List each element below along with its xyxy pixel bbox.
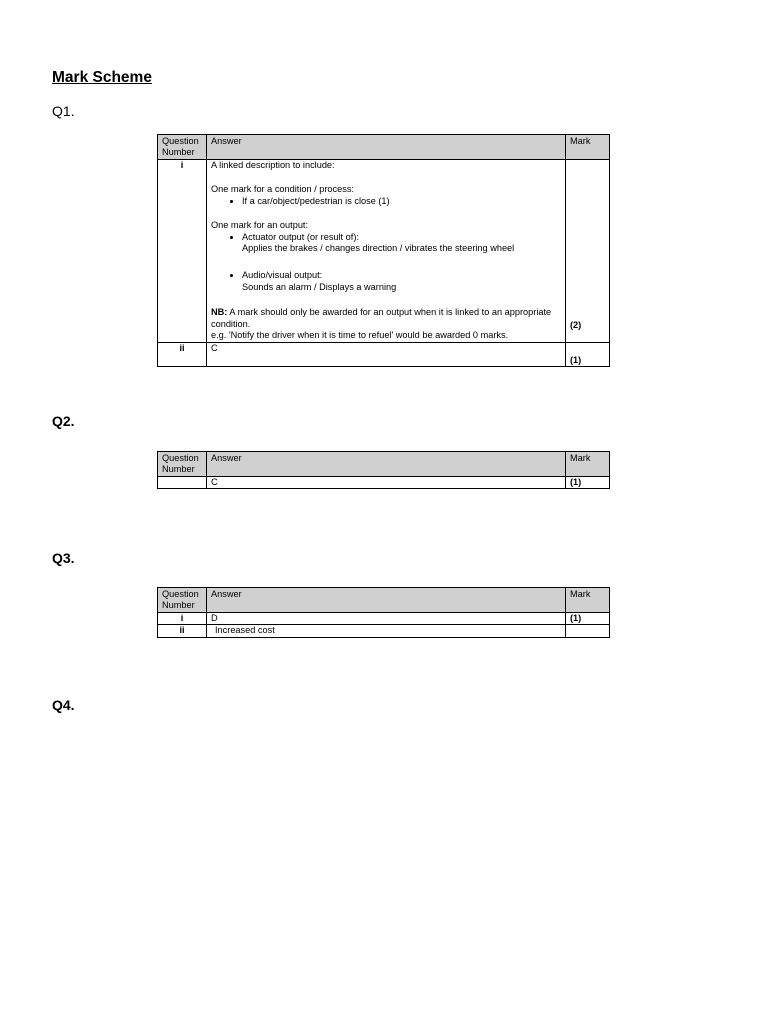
actuator-detail: Applies the brakes / changes direction / vibrates the steering wheel	[242, 243, 515, 254]
answer-cell: C	[207, 343, 566, 367]
nb-example: e.g. 'Notify the driver when it is time to refuel' would be awarded 0 marks.	[211, 330, 509, 341]
q3-heading: Q3.	[52, 550, 75, 566]
audio-visual-bullet: • Audio/visual output:	[242, 270, 561, 281]
answer-cell	[207, 160, 566, 343]
q2-heading: Q2.	[52, 413, 75, 429]
question-number: i	[158, 160, 207, 343]
mark-value: (1)	[566, 343, 610, 367]
mark-value	[566, 625, 610, 637]
page-title: Mark Scheme	[52, 69, 152, 86]
question-number: ii	[158, 343, 207, 367]
table-row	[158, 613, 610, 625]
table-header-row	[158, 588, 610, 613]
table-header-row	[158, 135, 610, 160]
q1-mark-table	[157, 134, 610, 367]
q3-mark-table	[157, 587, 610, 638]
q2-mark-table	[157, 451, 610, 489]
condition-bullet: • If a car/object/pedestrian is close (1)	[242, 196, 561, 207]
answer-intro: A linked description to include:	[211, 160, 335, 170]
mark-header: Mark	[566, 588, 610, 613]
audio-visual-detail: Sounds an alarm / Displays a warning	[242, 281, 397, 292]
nb-text: A mark should only be awarded for an output when it is linked to an appropriate condition.	[211, 307, 552, 329]
nb-label: NB:	[211, 307, 228, 318]
mark-value: (1)	[566, 477, 610, 489]
question-number	[158, 477, 207, 489]
answer-cell: D	[207, 613, 566, 625]
q1-heading: Q1.	[52, 103, 75, 119]
mark-value: (2)	[566, 160, 610, 343]
nb-note	[211, 307, 561, 330]
question-number: i	[158, 613, 207, 625]
answer-header: Answer	[207, 135, 566, 160]
answer-cell: Increased cost	[207, 625, 566, 637]
mark-value: (1)	[566, 613, 610, 625]
answer-header: Answer	[207, 588, 566, 613]
table-row	[158, 343, 610, 367]
question-number-header: Question Number	[158, 452, 207, 477]
table-row	[158, 625, 610, 637]
table-row	[158, 477, 610, 489]
mark-header: Mark	[566, 135, 610, 160]
table-header-row	[158, 452, 610, 477]
question-number-header: Question Number	[158, 588, 207, 613]
q4-heading: Q4.	[52, 697, 75, 713]
question-number-header: Question Number	[158, 135, 207, 160]
actuator-bullet: • Actuator output (or result of):	[242, 232, 561, 243]
answer-header: Answer	[207, 452, 566, 477]
table-row	[158, 160, 610, 343]
answer-cell: C	[207, 477, 566, 489]
mark-header: Mark	[566, 452, 610, 477]
output-heading: One mark for an output:	[211, 220, 309, 231]
condition-heading: One mark for a condition / process:	[211, 184, 354, 195]
question-number: ii	[158, 625, 207, 637]
